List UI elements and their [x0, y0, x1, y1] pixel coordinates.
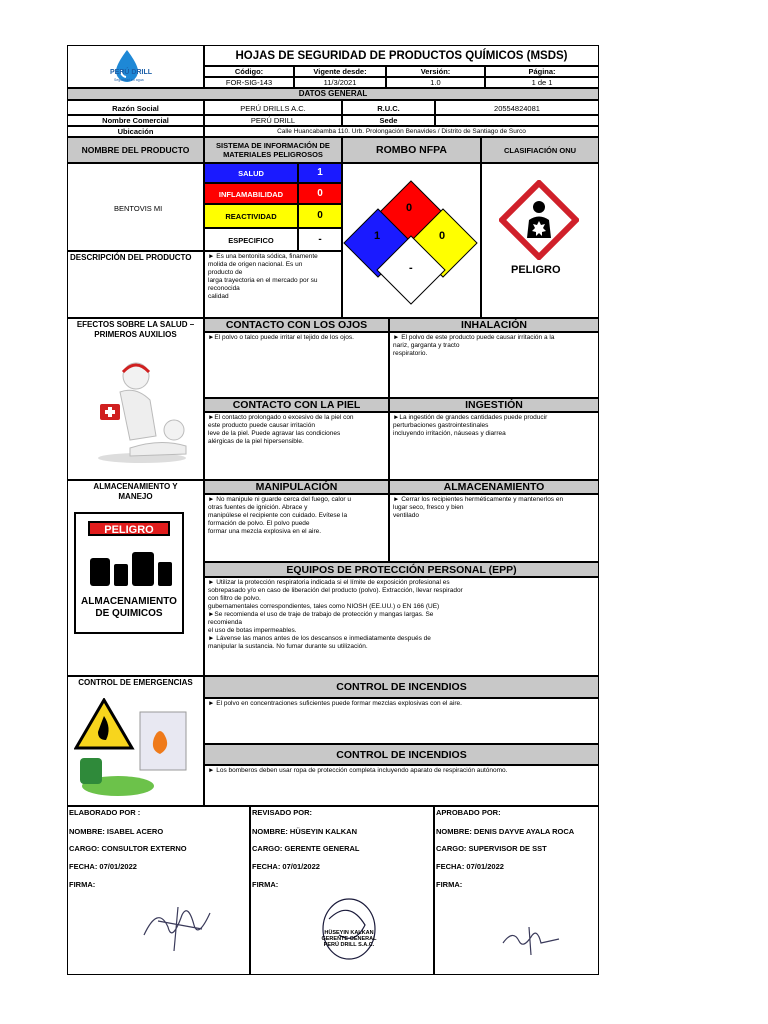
- version-label: Versión:: [386, 66, 485, 77]
- sig1-role: ELABORADO POR :: [69, 808, 141, 817]
- col-sistema: SISTEMA DE INFORMACIÓN DE MATERIALES PELIGROSOS: [204, 137, 342, 163]
- inhal-text: ► El polvo de este producto puede causar irritación a la nariz, garganta y tracto respiratorio.: [389, 332, 599, 398]
- col-nombre-producto: NOMBRE DEL PRODUCTO: [67, 137, 204, 163]
- ubicacion-value: Calle Huancabamba 110. Urb. Prolongación Benavides / Distrito de Santiago de Surco: [204, 126, 599, 137]
- version-value: 1.0: [386, 77, 485, 88]
- hmis-reactividad-label: REACTIVIDAD: [204, 204, 298, 228]
- sede-label: Sede: [342, 115, 435, 126]
- sig3-firma: FIRMA:: [436, 880, 463, 889]
- water-drop-icon: [112, 48, 142, 82]
- desc-text: ► Es una bentonita sódica, finamente molida de origen nacional. Es un producto de larga trayectoria en el mercado por su reconocida calidad: [204, 251, 342, 318]
- almac-text: ► Cerrar los recipientes herméticamente y mantenerlos en lugar seco, fresco y bien ventilado: [389, 494, 599, 562]
- first-aid-illustration: [90, 358, 194, 464]
- nfpa-reactivity: 0: [439, 230, 446, 242]
- hmis-salud-label: SALUD: [204, 163, 298, 183]
- hmis-inflamabilidad-value: 0: [298, 183, 342, 204]
- inhal-title: INHALACIÓN: [389, 318, 599, 332]
- ghs-label: PELIGRO: [511, 264, 561, 276]
- sig2-fecha: FECHA: 07/01/2022: [252, 862, 320, 871]
- signature-block-1: [67, 806, 250, 975]
- ubicacion-label: Ubicación: [67, 126, 204, 137]
- nfpa-cell: [342, 163, 481, 318]
- nfpa-diamond: [343, 164, 482, 319]
- vigente-value: 11/3/2021: [294, 77, 386, 88]
- piel-title: CONTACTO CON LA PIEL: [204, 398, 389, 412]
- nfpa-health: 1: [374, 230, 381, 242]
- nfpa-flammability: 0: [406, 202, 413, 214]
- ghs-health-hazard-icon: [499, 180, 579, 260]
- sede-value: [435, 115, 599, 126]
- storage-sign-bottom: ALMACENAMIENTO DE QUIMICOS: [81, 596, 177, 619]
- sig1-name: NOMBRE: ISABEL ACERO: [69, 827, 164, 836]
- sig2-name: NOMBRE: HÜSEYIN KALKAN: [252, 827, 357, 836]
- col-onu: CLASIFIACIÓN ONU: [481, 137, 599, 163]
- codigo-label: Código:: [204, 66, 294, 77]
- sig3-name: NOMBRE: DENIS DAYVE AYALA ROCA: [436, 827, 575, 836]
- product-name: BENTOVIS MI: [114, 204, 163, 213]
- signature-block-3: [434, 806, 599, 975]
- sig1-firma: FIRMA:: [69, 880, 96, 889]
- ojos-title: CONTACTO CON LOS OJOS: [204, 318, 389, 332]
- storage-label: ALMACENAMIENTO Y MANEJO: [67, 480, 204, 676]
- nombre-comercial-label: Nombre Comercial: [67, 115, 204, 126]
- ojos-text: ►El polvo o talco puede irritar el tejido de los ojos.: [204, 332, 389, 398]
- emergency-label: CONTROL DE EMERGENCIAS: [67, 676, 204, 806]
- razon-value: PERÚ DRILLS A.C.: [204, 100, 342, 115]
- manip-title: MANIPULACIÓN: [204, 480, 389, 494]
- sig3-fecha: FECHA: 07/01/2022: [436, 862, 504, 871]
- hmis-especifico-value: -: [298, 228, 342, 251]
- logo-subtext: Seguridad en agua: [114, 78, 144, 82]
- fire1-title: CONTROL DE INCENDIOS: [204, 676, 599, 698]
- ruc-label: R.U.C.: [342, 100, 435, 115]
- sig3-cargo: CARGO: SUPERVISOR DE SST: [436, 844, 547, 853]
- piel-text: ►El contacto prolongado o excesivo de la piel con este producto puede causar irritación leve de la piel. Puede agravar las condiciones alérgicas de la piel hipersensible.: [204, 412, 389, 480]
- sig3-role: APROBADO POR:: [436, 808, 501, 817]
- signature-denis-ayala: [499, 919, 569, 959]
- codigo-value: FOR-SIG-143: [204, 77, 294, 88]
- sig1-fecha: FECHA: 07/01/2022: [69, 862, 137, 871]
- signature-block-2: [250, 806, 434, 975]
- logo-text: PERÚ DRILL: [110, 69, 152, 76]
- nfpa-special: -: [409, 262, 413, 274]
- emergency-illustration: [74, 698, 192, 800]
- vigente-label: Vigente desde:: [294, 66, 386, 77]
- epp-title: EQUIPOS DE PROTECCIÓN PERSONAL (EPP): [204, 562, 599, 577]
- logo-box: [67, 45, 204, 88]
- hmis-salud-value: 1: [298, 163, 342, 183]
- storage-sign: [74, 512, 184, 634]
- storage-sign-top: PELIGRO: [88, 521, 170, 536]
- onu-cell: [481, 163, 599, 318]
- manip-text: ► No manipule ni guarde cerca del fuego, calor u otras fuentes de ignición. Abrace y manipúlese el recipiente con cuidado. Evítese la formación de polvo. El polvo puede formar una mezcla explosiva en el aire.: [204, 494, 389, 562]
- ingest-title: INGESTIÓN: [389, 398, 599, 412]
- sig2-stamp: HÜSEYIN KALKAN GERENTE GENERAL PERÚ DRILL S.A.C.: [321, 930, 377, 948]
- fire2-title: CONTROL DE INCENDIOS: [204, 744, 599, 765]
- doc-title: HOJAS DE SEGURIDAD DE PRODUCTOS QUÍMICOS (MSDS): [204, 45, 599, 66]
- desc-label: DESCRIPCIÓN DEL PRODUCTO: [67, 251, 204, 318]
- section-datos-general: DATOS GENERAL: [67, 88, 599, 100]
- epp-text: ► Utilizar la protección respiratoria indicada si el límite de exposición profesional es sobrepasado y/o en caso de liberación del producto (polvo). Extracción, llevar respirador con filtro de polvo. gubernamentales correspondientes, tales como NIOSH (EE.UU.) o EN 166 (UE) ►Se recomienda el uso de traje de trabajo de protección y mangas largas. Se recomienda el uso de botas impermeables. ► Lávense las manos antes de los descansos e inmediatamente después de manipular la sustancia. No fumar durante su utilización.: [204, 577, 599, 676]
- ingest-text: ►La ingestión de grandes cantidades puede producir perturbaciones gastrointestinales incluyendo irritación, náuseas y diarrea: [389, 412, 599, 480]
- nombre-comercial-value: PERÚ DRILL: [204, 115, 342, 126]
- razon-label: Razón Social: [67, 100, 204, 115]
- health-label: EFECTOS SOBRE LA SALUD – PRIMEROS AUXILIOS: [67, 318, 204, 480]
- hmis-especifico-label: ESPECIFICO: [204, 228, 298, 251]
- col-rombo: ROMBO NFPA: [342, 137, 481, 163]
- pagina-label: Página:: [485, 66, 599, 77]
- sig2-role: REVISADO POR:: [252, 808, 313, 817]
- hmis-reactividad-value: 0: [298, 204, 342, 228]
- pagina-value: 1 de 1: [485, 77, 599, 88]
- product-name-cell: [67, 163, 204, 251]
- hmis-inflamabilidad-label: INFLAMABILIDAD: [204, 183, 298, 204]
- sig2-firma: FIRMA:: [252, 880, 279, 889]
- sig2-cargo: CARGO: GERENTE GENERAL: [252, 844, 360, 853]
- signature-isabel-acero: [138, 895, 218, 955]
- chemical-drums-icon: [86, 548, 176, 588]
- fire2-text: ► Los bomberos deben usar ropa de protección completa incluyendo aparato de respiración autónomo.: [204, 765, 599, 806]
- fire1-text: ► El polvo en concentraciones suficientes puede formar mezclas explosivas con el aire.: [204, 698, 599, 744]
- almac-title: ALMACENAMIENTO: [389, 480, 599, 494]
- ruc-value: 20554824081: [435, 100, 599, 115]
- sig1-cargo: CARGO: CONSULTOR EXTERNO: [69, 844, 187, 853]
